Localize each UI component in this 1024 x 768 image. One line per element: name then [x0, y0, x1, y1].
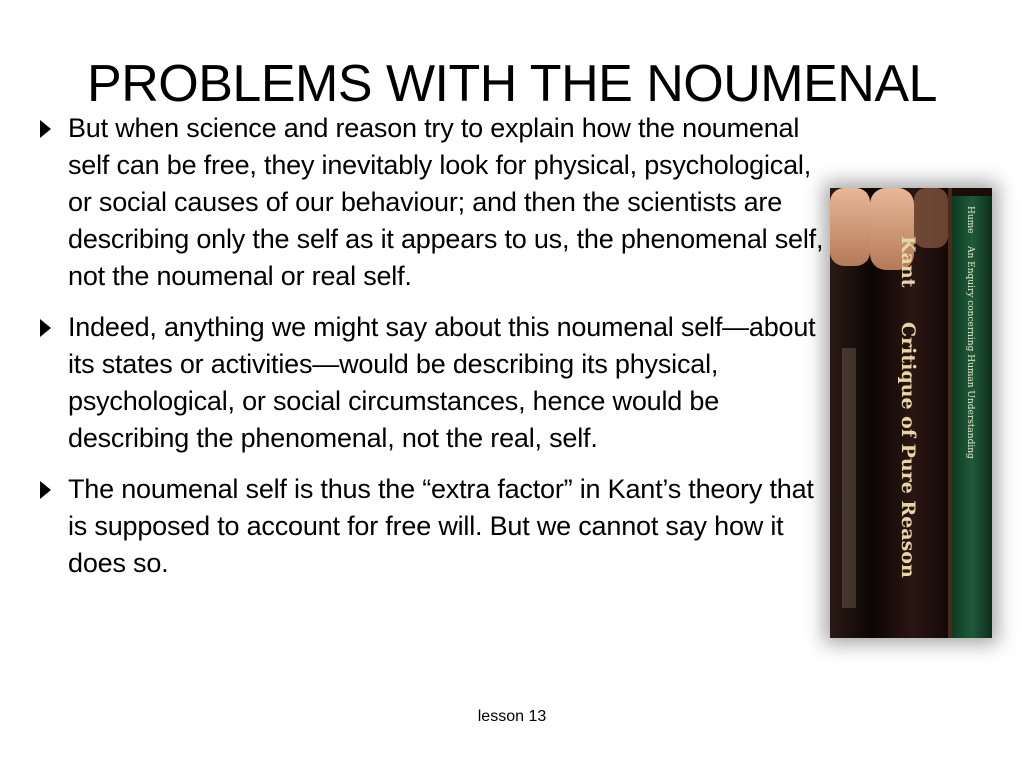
slide-title: PROBLEMS WITH THE NOUMENAL	[87, 55, 937, 113]
books-photo	[830, 188, 992, 638]
triangle-bullet-icon	[40, 319, 51, 337]
triangle-bullet-icon	[40, 120, 51, 138]
spine-author: Kant	[897, 236, 919, 288]
bullet-text: The noumenal self is thus the “extra factor” in Kant’s theory that is supposed to account for free will. But we cannot say how it does so.	[68, 474, 814, 578]
kant-spine-text	[897, 236, 919, 578]
left-spine-texture	[842, 348, 856, 608]
bullet-item	[40, 471, 830, 582]
slide-footer: lesson 13	[477, 708, 547, 725]
bullet-text: Indeed, anything we might say about this noumenal self—about its states or activities—would be describing its physical, psychological, or social circumstances, hence would be describing the phenomenal, not the real, self.	[68, 312, 816, 453]
books-spines-illustration	[830, 188, 992, 638]
triangle-bullet-icon	[40, 481, 51, 499]
bullet-item	[40, 309, 830, 457]
spine-author: Hume	[965, 206, 975, 234]
spine-title: An Enquiry concerning Human Understanding	[965, 246, 975, 459]
finger-left	[830, 188, 870, 266]
bullet-item	[40, 110, 830, 295]
spine-title: Critique of Pure Reason	[897, 322, 919, 578]
bullet-list	[40, 110, 830, 596]
bullet-text: But when science and reason try to explain how the noumenal self can be free, they inevitably look for physical, psychological, or social causes of our behaviour; and then the scientists are describing only the self as it appears to us, the phenomenal self, not the noumenal or real self.	[68, 113, 824, 291]
